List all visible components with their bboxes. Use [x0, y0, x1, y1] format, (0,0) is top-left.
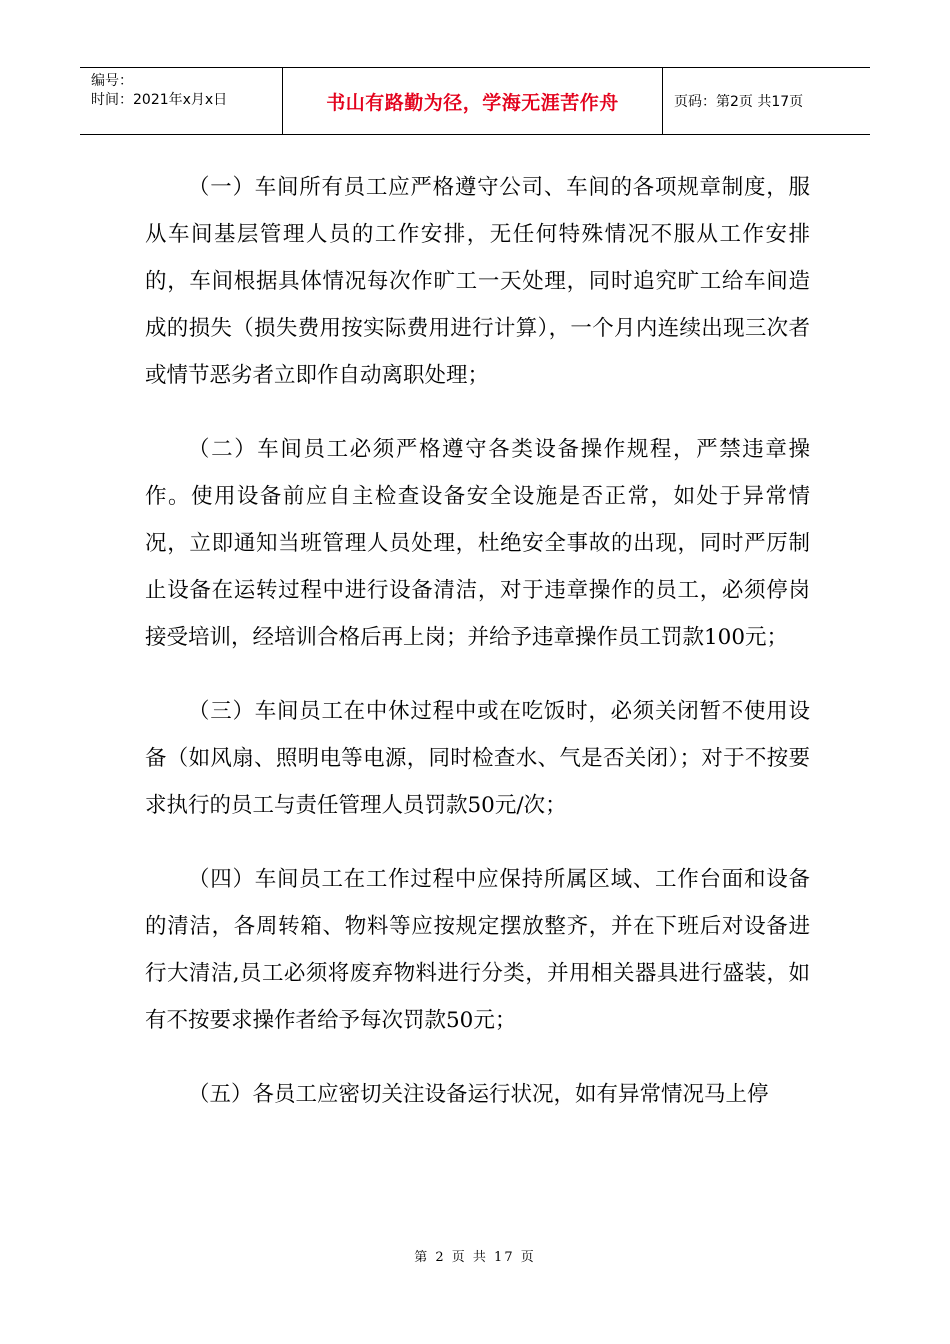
page-header [80, 67, 870, 135]
paragraph-4: （四）车间员工在工作过程中应保持所属区域、工作台面和设备的清洁，各周转箱、物料等应按规定摆放整齐，并在下班后对设备进行大清洁,员工必须将废弃物料进行分类，并用相关器具进行盛装，如有不按要求操作者给予每次罚款50元； [145, 867, 810, 1033]
document-body [145, 164, 810, 1145]
header-motto: 书山有路勤为径，学海无涯苦作舟 [283, 68, 663, 134]
paragraph-3: （三）车间员工在中休过程中或在吃饭时，必须关闭暂不使用设备（如风扇、照明电等电源，同时检查水、气是否关闭）；对于不按要求执行的员工与责任管理人员罚款50元/次； [145, 699, 810, 818]
header-page-number: 页码：第2页 共17页 [674, 94, 804, 110]
page-footer: 第 2 页 共 17 页 [414, 1250, 536, 1265]
document-date: 时间：2021年x月x日 [91, 92, 228, 108]
paragraph-5: （五）各员工应密切关注设备运行状况，如有异常情况马上停 [188, 1082, 769, 1107]
document-number: 编号： [91, 73, 133, 89]
paragraph-2: （二）车间员工必须严格遵守各类设备操作规程，严禁违章操作。使用设备前应自主检查设备安全设施是否正常，如处于异常情况，立即通知当班管理人员处理，杜绝安全事故的出现，同时严厉制止设备在运转过程中进行设备清洁，对于违章操作的员工，必须停岗接受培训，经培训合格后再上岗；并给予违章操作员工罚款100元； [145, 437, 810, 650]
header-info-cell [80, 68, 283, 134]
paragraph-1: （一）车间所有员工应严格遵守公司、车间的各项规章制度，服从车间基层管理人员的工作安排，无任何特殊情况不服从工作安排的，车间根据具体情况每次作旷工一天处理，同时追究旷工给车间造成的损失（损失费用按实际费用进行计算），一个月内连续出现三次者或情节恶劣者立即作自动离职处理； [145, 175, 810, 388]
